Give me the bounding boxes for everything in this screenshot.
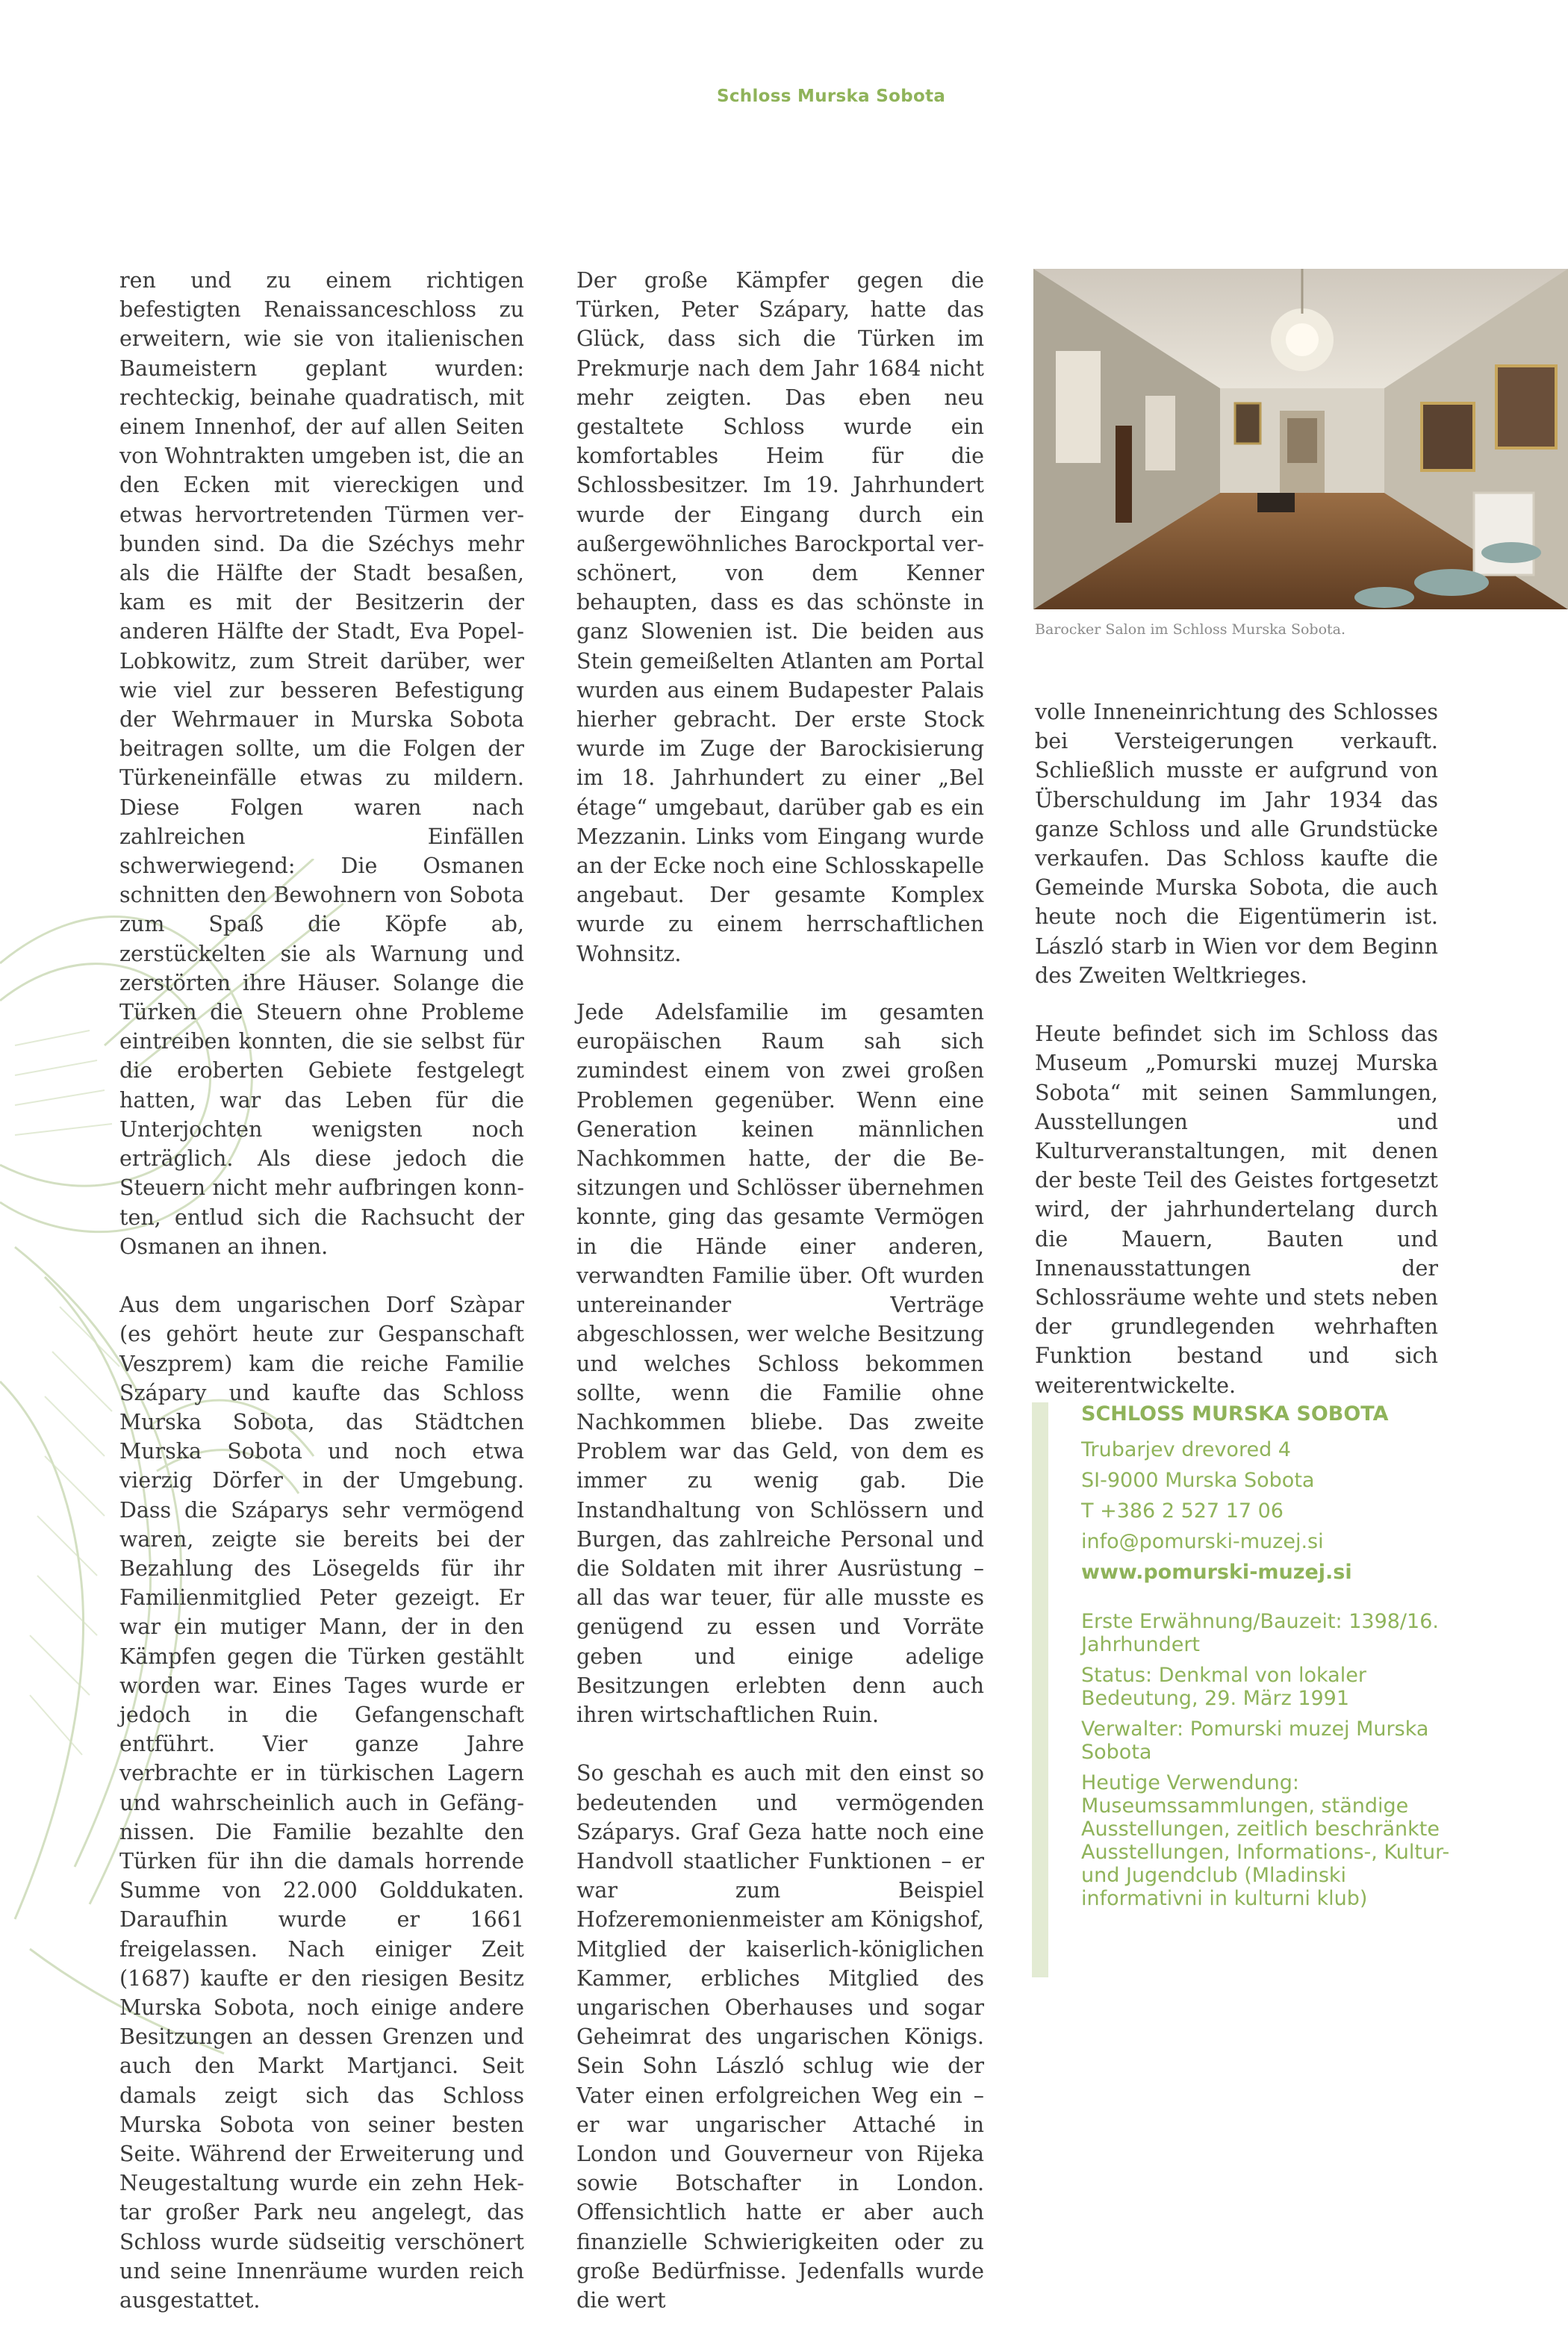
- fact-first-mention: Erste Erwähnung/Bauzeit: 1398/16. Jahrhundert: [1081, 1610, 1439, 1656]
- paragraph: ren und zu einem richtigen befestigten Renaissanceschloss zu erweitern, wie sie von italienischen Baumeistern geplant wurden: rechteckig, beinahe quadratisch, mit einem Innenhof, der auf allen Seiten von Wohntrakten umgeben ist, die an den Ecken mit viereckigen und etwas hervortretenden Türmen verbunden sind. Da die Széchys mehr als die Hälfte der Stadt besaßen, kam es mit der Besitzerin der anderen Hälfte der Stadt, Eva Popel-Lobkowitz, zum Streit darüber, wer wie viel zur besseren Befestigung der Wehrmauer in Murska Sobota beitragen sollte, um die Folgen der Türkeneinfälle etwas zu mildern. Diese Folgen waren nach zahlreichen Einfällen schwerwiegend: Die Osmanen schnitten den Bewohnern von Sobota zum Spaß die Köpfe ab, zerstückelten sie als Warnung und zerstörten ihre Häuser. Solange die Türken die Steuern ohne Probleme eintreiben konnten, die sie selbst für die eroberten Gebiete festgelegt hatten, war das Leben für die Unterjochten wenigsten noch erträglich. Als diese jedoch die Steuern nicht mehr aufbringen konnten, entlud sich die Rachsucht der Osmanen an ihnen.: [119, 268, 524, 1259]
- paragraph: Heute befindet sich im Schloss das Museum „Pomurski muzej Murska Sobota“ mit seinen Sammlungen, Ausstellungen und Kulturveranstaltungen, mit denen der beste Teil des Geistes fortgesetzt wird, der jahrhundertelang durch die Mauern, Bauten und Innenausstattungen der Schlossräume wehte und stets neben der grundlegenden wehrhaften Funktion bestand und sich weiterentwickelte.: [1035, 1022, 1438, 1398]
- info-address-street: Trubarjev drevored 4: [1081, 1438, 1291, 1461]
- text-column-3: [1035, 697, 1438, 1429]
- salon-photo: [1033, 269, 1568, 609]
- fact-current-use: Heutige Verwendung: Museumssammlungen, ständige Ausstellungen, zeitlich beschränkte Ausstellungen, Informations-, Kultur- und Jugendclub (Mladinski informativni in kulturni klub): [1081, 1771, 1450, 1910]
- paragraph: Jede Adelsfamilie im gesamten europäischen Raum sah sich zumindest einem von zwei großen Problemen gegenüber. Wenn eine Generation keinen männlichen Nachkommen hatte, der die Besitzungen und Schlösser übernehmen konnte, ging das gesamte Vermögen in die Hände einer anderen, verwandten Familie über. Oft wurden untereinander Verträge abgeschlossen, wer welche Besitzung und welches Schloss bekommen sollte, wenn die Familie ohne Nachkommen bliebe. Das zweite Problem war das Geld, von dem es immer zu wenig gab. Die Instandhaltung von Schlössern und Burgen, das zahlreiche Personal und die Soldaten mit ihrer Ausrüstung – all das war teuer, für alle musste es genügend zu essen und Vorräte geben und einige adelige Besitzungen erlebten denn auch ihren wirtschaftlichen Ruin.: [576, 1000, 984, 1727]
- info-address-city: SI-9000 Murska Sobota: [1081, 1469, 1315, 1492]
- paragraph: volle Inneneinrichtung des Schlosses bei Versteigerungen verkauft. Schließlich musste er aufgrund von Überschuldung im Jahr 1934 das ganze Schloss und alle Grundstücke verkaufen. Das Schloss kaufte die Gemeinde Murska Sobota, die auch heute noch die Eigentümerin ist. László starb in Wien vor dem Beginn des Zweiten Weltkrieges.: [1035, 700, 1438, 988]
- salon-photo-illustration: [1033, 269, 1568, 609]
- fact-status: Status: Denkmal von lokaler Bedeutung, 29. März 1991: [1081, 1664, 1366, 1710]
- info-title: SCHLOSS MURSKA SOBOTA: [1081, 1402, 1389, 1426]
- text-column-1: [119, 266, 524, 2344]
- info-box: [1032, 1402, 1450, 1977]
- text-column-2: [576, 266, 984, 2344]
- paragraph: So geschah es auch mit den einst so bedeutenden und vermögenden Száparys. Graf Geza hatte noch eine Handvoll staatlicher Funktionen – er war zum Beispiel Hofzeremonienmeister am Königshof, Mitglied der kaiserlich-königlichen Kammer, erbliches Mitglied des ungarischen Oberhauses und sogar Geheimrat des ungarischen Königs. Sein Sohn László schlug wie der Vater einen erfolgreichen Weg ein – er war ungarischer Attaché in London und Gouverneur von Rijeka sowie Botschafter in London. Offensichtlich hatte er aber auch finanzielle Schwierigkeiten oder zu große Bedürfnisse. Jedenfalls wurde die wert: [576, 1761, 984, 2313]
- photo-caption: Barocker Salon im Schloss Murska Sobota.: [1035, 621, 1346, 638]
- info-website-link[interactable]: www.pomurski-muzej.si: [1081, 1561, 1352, 1584]
- info-phone: T +386 2 527 17 06: [1081, 1499, 1284, 1523]
- info-email-link[interactable]: info@pomurski-muzej.si: [1081, 1530, 1324, 1553]
- info-facts: [1081, 1610, 1450, 1910]
- fact-administrator: Verwalter: Pomurski muzej Murska Sobota: [1081, 1717, 1429, 1764]
- paragraph: Aus dem ungarischen Dorf Szàpar (es gehört heute zur Gespanschaft Veszprem) kam die reiche Familie Szápary und kaufte das Schloss Murska Sobota, das Städtchen Murska Sobota und noch etwa vierzig Dörfer in der Umgebung. Dass die Száparys sehr vermögend waren, zeigte sie bereits bei der Bezahlung des Lösegelds für ihr Familienmitglied Peter gezeigt. Er war ein mutiger Mann, der in den Kämpfen gegen die Türken gestählt worden war. Eines Tages wurde er jedoch in die Gefangenschaft entführt. Vier ganze Jahre verbrachte er in türkischen Lagern und wahrscheinlich auch in Gefängnissen. Die Familie bezahlte den Türken für ihn die damals horrende Summe von 22.000 Golddukaten. Daraufhin wurde er 1661 freigelassen. Nach einiger Zeit (1687) kaufte er den riesigen Besitz Murska Sobota, noch einige andere Besitzungen an dessen Grenzen und auch den Markt Martjanci. Seit damals zeigt sich das Schloss Murska Sobota von seiner besten Seite. Während der Erweiterung und Neugestaltung wurde ein zehn Hektar großer Park neu angelegt, das Schloss wurde südseitig verschönert und seine Innenräume wurden reich ausgestattet.: [119, 1293, 524, 2313]
- running-header: Schloss Murska Sobota: [717, 87, 946, 106]
- paragraph: Der große Kämpfer gegen die Türken, Peter Szápary, hatte das Glück, dass sich die Türken im Prekmurje nach dem Jahr 1684 nicht mehr zeigten. Das eben neu gestaltete Schloss wurde ein komfortables Heim für die Schlossbesitzer. Im 19. Jahrhundert wurde der Eingang durch ein außergewöhnliches Barockportal verschönert, von dem Kenner behaupten, dass es das schönste in ganz Slowenien ist. Die beiden aus Stein gemeißelten Atlanten am Portal wurden aus einem Budapester Palais hierher gebracht. Der erste Stock wurde im Zuge der Barockisierung im 18. Jahrhundert zu einer „Bel étage“ umgebaut, darüber gab es ein Mezzanin. Links vom Eingang wurde an der Ecke noch eine Schlosskapelle angebaut. Der gesamte Komplex wurde zu einem herrschaftlichen Wohnsitz.: [576, 268, 984, 966]
